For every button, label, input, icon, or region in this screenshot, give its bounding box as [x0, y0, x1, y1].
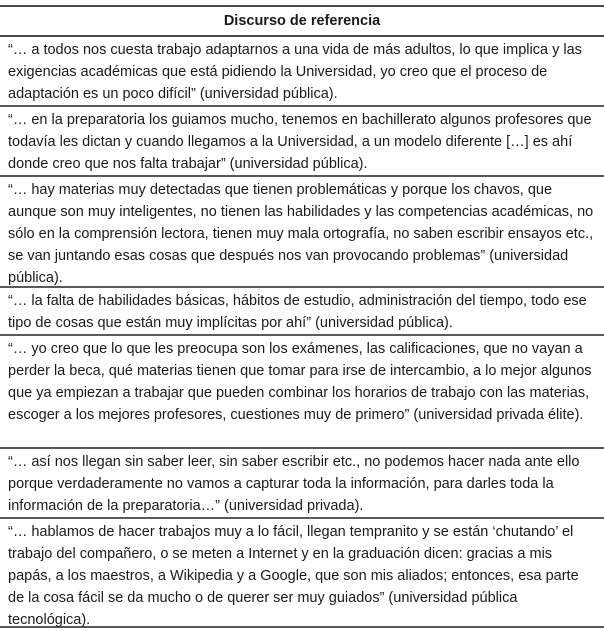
table-row: “… a todos nos cuesta trabajo adaptarnos a una vida de más adultos, lo que implica y las exigencias académicas que está pidiendo la Universidad, yo creo que el proceso de adaptación es un poco difícil” (universidad pública).	[0, 37, 604, 107]
reference-discourse-table	[0, 5, 604, 628]
table-row: “… así nos llegan sin saber leer, sin saber escribir etc., no podemos hacer nada ante ello porque verdaderamente no vamos a capturar toda la información, para darles toda la información de la preparatoria…” (universidad privada).	[0, 449, 604, 519]
table-row: “… yo creo que lo que les preocupa son los exámenes, las calificaciones, que no vayan a perder la beca, qué materias tienen que tomar para irse de intercambio, a lo mejor algunos que ya empiezan a trabajar que pueden combinar los horarios de trabajo con las materias, escoger a los mejores profesores, cuestiones muy de primero” (universidad privada élite).	[0, 336, 604, 449]
table-row: “… hay materias muy detectadas que tienen problemáticas y porque los chavos, que aunque son muy inteligentes, no tienen las habilidades y las competencias académicas, no sólo en la comprensión lectora, tienen muy mala ortografía, no saben escribir ensayos etc., se van juntando esas cosas que después nos van provocando problemas” (universidad pública).	[0, 177, 604, 288]
table-row: “… en la preparatoria los guiamos mucho, tenemos en bachillerato algunos profesores que todavía les dictan y cuando llegamos a la Universidad, a un modelo diferente […] es ahí donde creo que nos falta trabajar” (universidad pública).	[0, 107, 604, 177]
table-row: “… la falta de habilidades básicas, hábitos de estudio, administración del tiempo, todo ese tipo de cosas que están muy implícitas por ahí” (universidad pública).	[0, 288, 604, 336]
table-header: Discurso de referencia	[0, 7, 604, 37]
table-row: “… hablamos de hacer trabajos muy a lo fácil, llegan tempranito y se están ‘chutando’ el trabajo del compañero, o se meten a Internet y en la graduación dicen: gracias a mis papás, a los maestros, a Wikipedia y a Google, que son mis aliados; entonces, esa parte de la cosa fácil se da mucho o de querer ser muy guiados” (universidad pública tecnológica).	[0, 519, 604, 628]
